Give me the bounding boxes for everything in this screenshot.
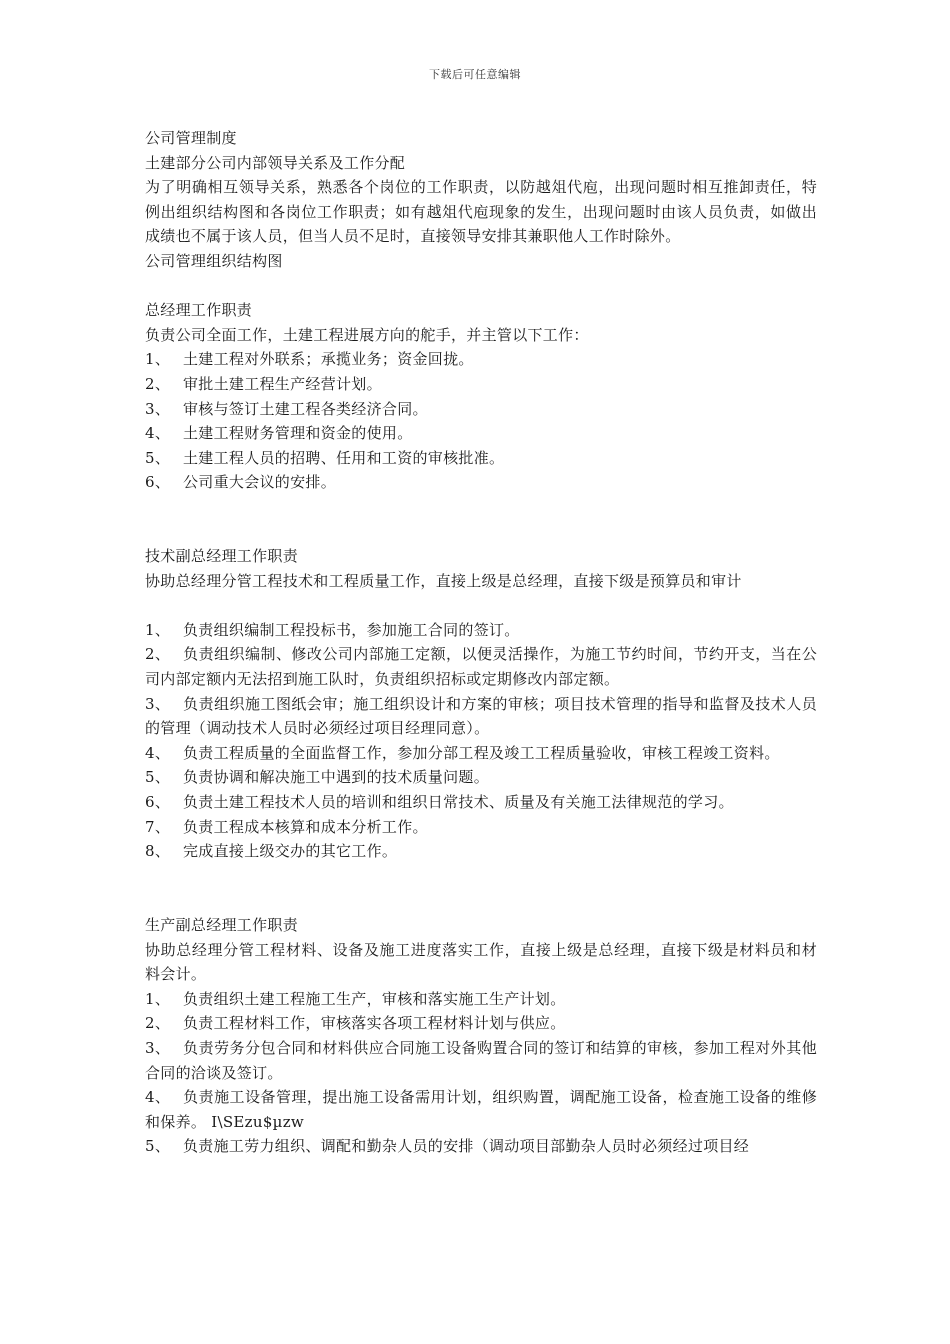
list-item: 5、 土建工程人员的招聘、任用和工资的审核批准。: [145, 448, 505, 467]
document-body: [145, 126, 817, 1159]
list-item: 4、 土建工程财务管理和资金的使用。: [145, 424, 413, 443]
org-chart-title: 公司管理组织结构图: [145, 251, 283, 270]
gm-lead: 负责公司全面工作，土建工程进展方向的舵手，并主管以下工作：: [145, 325, 589, 344]
list-item: 1、 负责组织土建工程施工生产，审核和落实施工生产计划。: [145, 989, 566, 1008]
list-item: 4、 负责施工设备管理，提出施工设备需用计划，组织购置，调配施工设备，检查施工设备的维修和保养。 I\SEzu$µzw: [145, 1088, 817, 1131]
intro-paragraph: 为了明确相互领导关系，熟悉各个岗位的工作职责，以防越俎代庖，出现问题时相互推卸责任，特例出组织结构图和各岗位工作职责；如有越俎代庖现象的发生，出现问题时由该人员负责，如做出成绩也不属于该人员，但当人员不足时，直接领导安排其兼职他人工作时除外。: [145, 178, 817, 246]
tech-lead: 协助总经理分管工程技术和工程质量工作，直接上级是总经理，直接下级是预算员和审计: [145, 571, 742, 590]
list-item: 8、 完成直接上级交办的其它工作。: [145, 842, 398, 861]
prod-lead: 协助总经理分管工程材料、设备及施工进度落实工作，直接上级是总经理，直接下级是材料员和材料会计。: [145, 940, 817, 984]
list-item: 7、 负责工程成本核算和成本分析工作。: [145, 817, 428, 836]
list-item: 6、 负责土建工程技术人员的培训和组织日常技术、质量及有关施工法律规范的学习。: [145, 793, 734, 812]
list-item: 2、 负责组织编制、修改公司内部施工定额，以便灵活操作，为施工节约时间，节约开支，当在公司内部定额内无法招到施工队时，负责组织招标或定期修改内部定额。: [145, 645, 817, 689]
list-item: 2、 审批土建工程生产经营计划。: [145, 374, 382, 393]
list-item: 3、 审核与签订土建工程各类经济合同。: [145, 399, 428, 418]
document-title: 公司管理制度: [145, 129, 237, 147]
page-header: 下载后可任意编辑: [429, 68, 521, 81]
prod-heading: 生产副总经理工作职责: [145, 916, 299, 934]
list-item: 5、 负责协调和解决施工中遇到的技术质量问题。: [145, 768, 490, 787]
spacer: [145, 864, 817, 913]
list-item: 3、 负责劳务分包合同和材料供应合同施工设备购置合同的签订和结算的审核，参加工程对外其他合同的洽谈及签订。: [145, 1038, 817, 1082]
list-item: 4、 负责工程质量的全面监督工作，参加分部工程及竣工工程质量验收，审核工程竣工资料。: [145, 743, 780, 762]
gm-heading: 总经理工作职责: [145, 301, 253, 320]
list-item: 5、 负责施工劳力组织、调配和勤杂人员的安排（调动项目部勤杂人员时必须经过项目经: [145, 1137, 750, 1156]
list-item: 2、 负责工程材料工作，审核落实各项工程材料计划与供应。: [145, 1014, 566, 1033]
tech-heading: 技术副总经理工作职责: [145, 547, 299, 566]
list-item: 1、 土建工程对外联系；承揽业务；资金回拢。: [145, 350, 474, 369]
spacer: [145, 593, 817, 618]
spacer: [145, 274, 817, 299]
list-item: 3、 负责组织施工图纸会审；施工组织设计和方案的审核；项目技术管理的指导和监督及技术人员的管理（调动技术人员时必须经过项目经理同意）。: [145, 694, 817, 738]
spacer: [145, 495, 817, 544]
list-item: 1、 负责组织编制工程投标书，参加施工合同的签订。: [145, 620, 520, 639]
document-subtitle: 土建部分公司内部领导关系及工作分配: [145, 153, 406, 172]
list-item: 6、 公司重大会议的安排。: [145, 473, 337, 492]
